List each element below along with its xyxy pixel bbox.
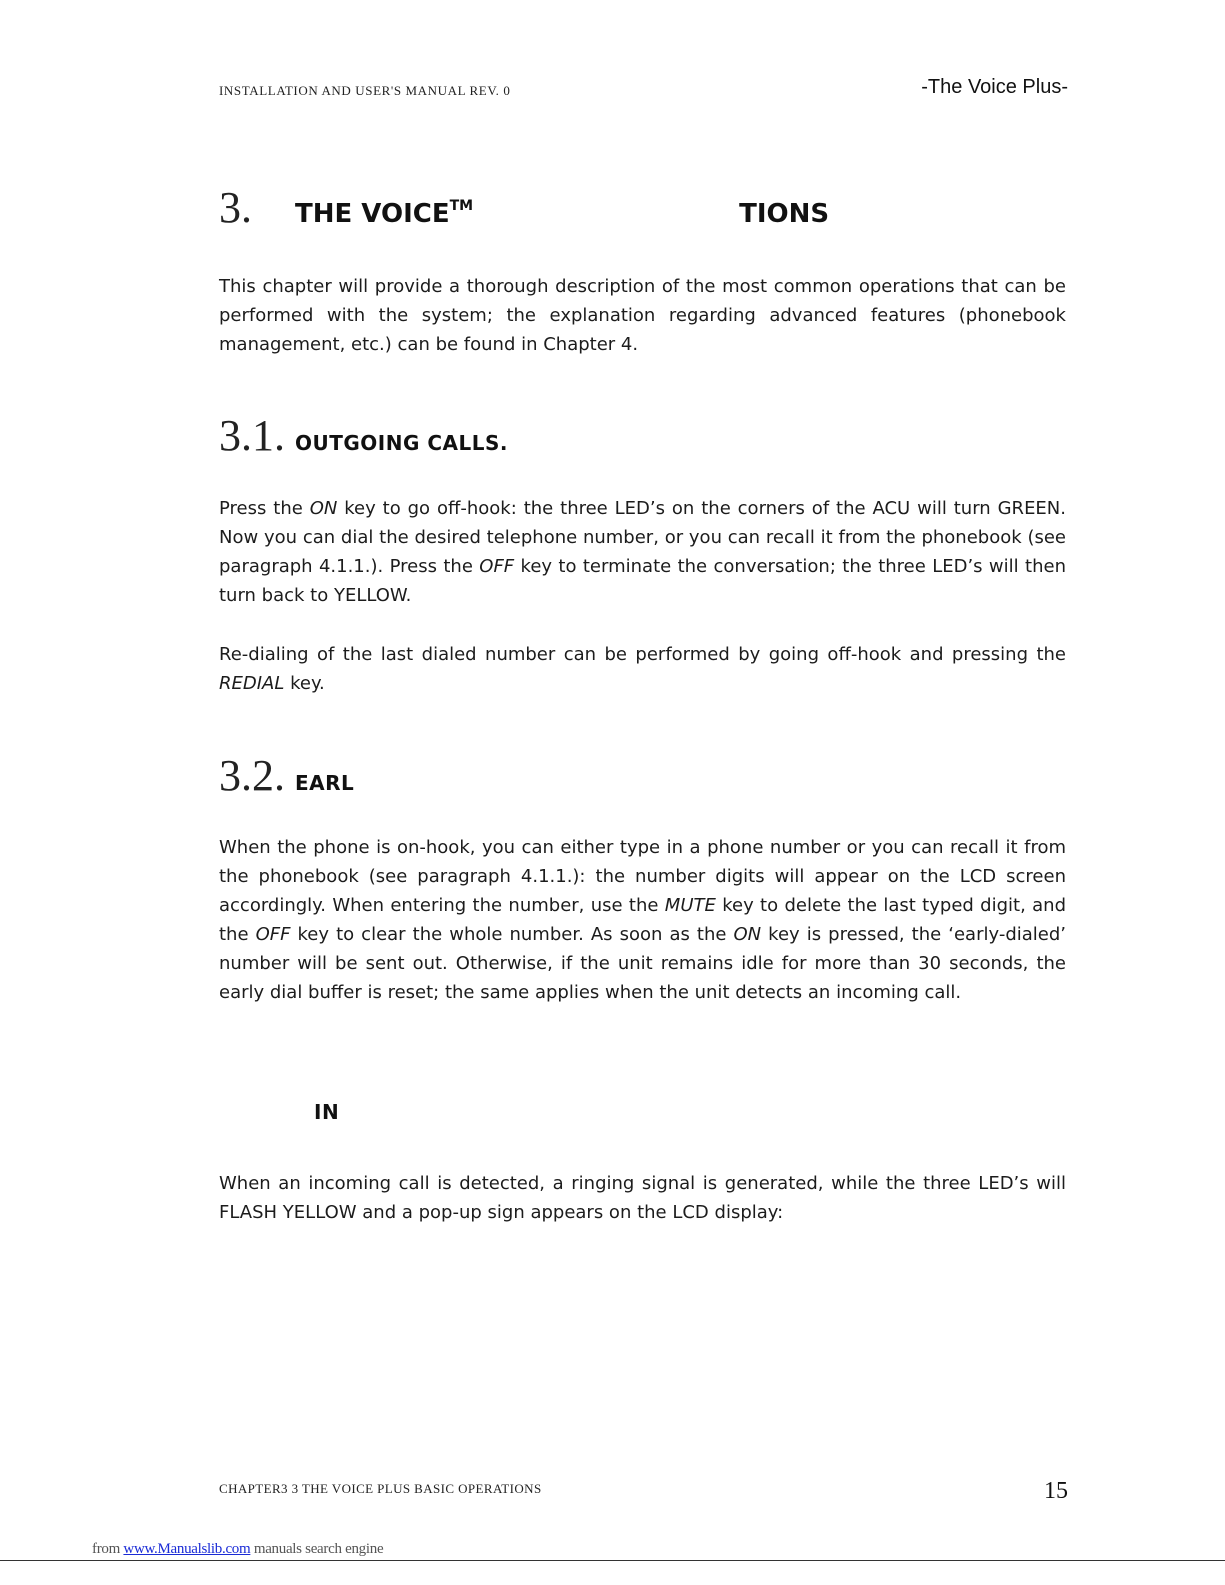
running-header-product: -The Voice Plus- [921, 76, 1068, 98]
off-key-label: OFF [255, 924, 291, 945]
section-3-2-heading [219, 750, 354, 801]
early-dial-paragraph: When the phone is on-hook, you can either type in a phone number or you can recall it from the phonebook (see paragraph 4.1.1.): the number digits will appear on the LCD screen accordingly. When entering the number, use the MUTE key to delete the last typed digit, and the OFF key to clear the whole number. As soon as the ON key is pressed, the ‘early-dialed’ number will be sent out. Otherwise, if the unit remains idle for more than 30 seconds, the early dial buffer is reset; the same applies when the unit detects an incoming call. [219, 837, 1066, 1003]
section-3-1-heading [219, 410, 508, 461]
section-3-3-heading [314, 1100, 339, 1124]
off-key-label: OFF [479, 556, 515, 577]
running-footer-chapter: CHAPTER3 3 THE VOICE PLUS BASIC OPERATIONS [219, 1481, 542, 1496]
section-number: 3.1. [219, 411, 285, 460]
section-title: EARL [295, 771, 355, 795]
redial-key-label: REDIAL [219, 673, 285, 694]
redial-paragraph: Re-dialing of the last dialed number can be performed by going off-hook and pressing the REDIAL key. [219, 644, 1066, 694]
section-title: IN [314, 1100, 340, 1124]
on-key-label: ON [733, 924, 762, 945]
on-key-label: ON [309, 498, 338, 519]
mute-key-label: MUTE [664, 895, 716, 916]
trademark-mark: TM [449, 198, 474, 214]
page-number: 15 [1044, 1478, 1068, 1504]
manualslib-link[interactable]: www.Manualslib.com [123, 1541, 251, 1557]
section-title: OUTGOING CALLS. [295, 431, 509, 455]
bottom-divider [0, 1560, 1225, 1561]
section-number: 3.2. [219, 751, 285, 800]
section-title [295, 198, 829, 229]
source-note: from www.Manualslib.com manuals search engine [92, 1541, 384, 1557]
section-3-heading [219, 182, 829, 233]
outgoing-calls-paragraph: Press the ON key to go off-hook: the three LED’s on the corners of the ACU will turn GREEN. Now you can dial the desired telephone number, or you can recall it from the phonebook (see paragraph 4.1.1.). Press the OFF key to terminate the conversation; the three LED’s will then turn back to YELLOW. [219, 498, 1066, 606]
intro-paragraph: This chapter will provide a thorough description of the most common operations that can be performed with the system; the explanation regarding advanced features (phonebook management, etc.) can be found in Chapter 4. [219, 276, 1066, 355]
section-number: 3. [219, 183, 252, 232]
incoming-calls-paragraph: When an incoming call is detected, a ringing signal is generated, while the three LED’s will FLASH YELLOW and a pop-up sign appears on the LCD display: [219, 1173, 1066, 1223]
section-title-part-b: TIONS [739, 199, 830, 229]
running-header-title: INSTALLATION AND USER'S MANUAL REV. 0 [219, 83, 511, 98]
section-title-part-a: THE VOICE [295, 199, 450, 229]
